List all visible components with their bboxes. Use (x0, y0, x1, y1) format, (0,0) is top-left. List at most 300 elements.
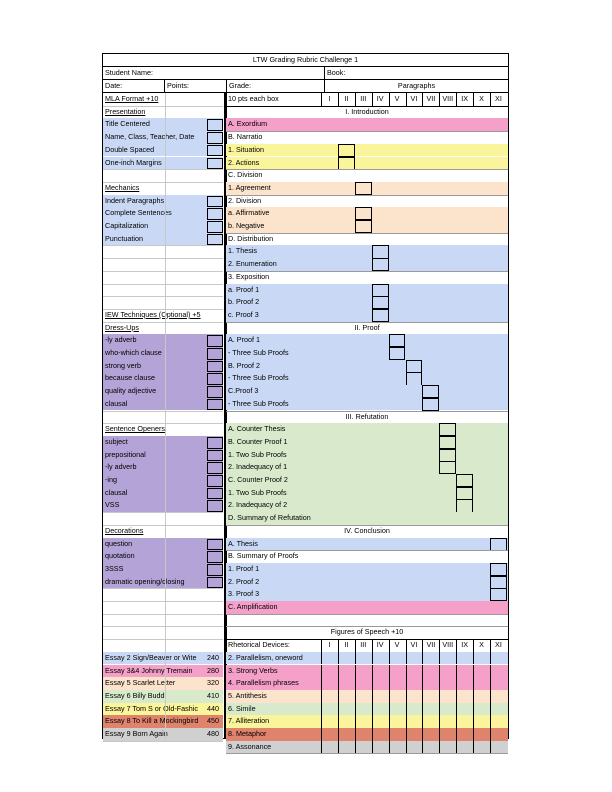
essay-name: Essay 9 Born Again (105, 729, 168, 738)
figure-col-line (355, 703, 356, 716)
left-criterion-label: because clause (105, 373, 155, 383)
figure-col-line (406, 652, 407, 665)
rubric-item-label: D. Distribution (228, 233, 274, 243)
figure-col-line (406, 728, 407, 741)
figure-col-line (490, 741, 491, 754)
paragraph-score-box (372, 296, 389, 309)
paragraph-score-box (422, 398, 439, 411)
figure-col-line (372, 728, 373, 741)
left-section-heading: Mechanics (105, 182, 140, 192)
rubric-item-label: a. Affirmative (228, 208, 270, 218)
numeral-col-line (406, 639, 407, 652)
essay-points: 280 (207, 665, 219, 675)
rubric-item-label: 2. Division (228, 195, 262, 205)
numeral-col-line (490, 93, 491, 106)
paragraphs-label: Paragraphs (397, 81, 436, 90)
left-section-heading: MLA Format +10 (105, 94, 159, 103)
essay-points: 240 (207, 652, 219, 662)
rubric-item-label: 8. Metaphor (228, 729, 267, 738)
rubric-item-label: 2. Inadequacy of 1 (228, 462, 288, 472)
numeral-col-line (490, 639, 491, 652)
paragraph-score-box (439, 423, 456, 436)
paragraph-score-box (439, 436, 456, 449)
rubric-item-label: 3. Exposition (228, 271, 270, 281)
rubric-sheet (102, 53, 509, 751)
numeral-header: IV (376, 94, 384, 103)
figure-col-line (389, 677, 390, 690)
left-score-box (207, 437, 223, 449)
figure-col-line (456, 665, 457, 678)
left-score-box (207, 145, 223, 157)
numeral-header: II (344, 640, 349, 650)
figure-col-line (439, 690, 440, 703)
paragraph-score-box (422, 385, 439, 398)
figure-col-line (456, 741, 457, 754)
figure-col-line (321, 703, 322, 716)
date-points-divider (164, 79, 165, 92)
figure-col-line (456, 652, 457, 665)
numeral-header: VII (426, 640, 436, 650)
left-score-box (207, 564, 223, 576)
figure-col-line (355, 652, 356, 665)
figure-col-line (473, 690, 474, 703)
essay-name: Essay 6 Billy Budd (105, 690, 165, 700)
rubric-item-label: - Three Sub Proofs (228, 348, 289, 357)
figure-col-line (439, 703, 440, 716)
left-row-line (103, 245, 223, 246)
figure-col-line (355, 728, 356, 741)
rubric-item-label: 2. Enumeration (228, 259, 277, 269)
rubric-item-label: B. Summary of Proofs (228, 551, 299, 561)
figure-col-line (456, 703, 457, 716)
figure-col-line (439, 677, 440, 690)
figure-col-line (321, 652, 322, 665)
rubric-item-label: B. Proof 2 (228, 360, 260, 370)
left-criterion-label: clausal (105, 487, 128, 497)
rubric-item-label: 2. Actions (228, 157, 260, 167)
left-criterion-label: quotation (105, 551, 135, 561)
figure-col-line (321, 715, 322, 728)
numeral-col-line (389, 93, 390, 106)
numeral-header: VIII (442, 640, 454, 650)
section-title: II. Proof (354, 322, 380, 332)
figure-col-line (473, 703, 474, 716)
rubric-item-label: B. Narratio (228, 132, 263, 142)
left-criterion-label: quality adjective (105, 386, 157, 396)
numeral-header: XI (495, 94, 502, 103)
left-row-line (103, 512, 223, 513)
left-criterion-label: clausal (105, 398, 128, 408)
numeral-col-line (456, 93, 457, 106)
paragraph-score-box (355, 220, 372, 233)
figure-col-line (321, 728, 322, 741)
paragraph-score-box (372, 258, 389, 271)
rubric-item-label: 3. Proof 3 (228, 589, 260, 599)
numeral-header: X (479, 94, 484, 103)
numeral-col-line (372, 639, 373, 652)
left-section-heading: Sentence Openers (105, 424, 165, 434)
left-score-box (207, 132, 223, 144)
rubric-item-label: b. Proof 2 (228, 297, 260, 307)
figure-col-line (439, 715, 440, 728)
rubric-item-label: - Three Sub Proofs (228, 373, 289, 383)
left-score-box (207, 335, 223, 347)
rubric-item-label: A. Exordium (228, 119, 268, 129)
figure-col-line (372, 741, 373, 754)
numeral-header: V (394, 640, 400, 650)
figure-col-line (389, 715, 390, 728)
left-score-box (207, 373, 223, 385)
rubric-item-label: C. Counter Proof 2 (228, 475, 288, 484)
rubric-item-label: c. Proof 3 (228, 309, 259, 319)
figure-col-line (406, 703, 407, 716)
rubric-item-label: C. Amplification (228, 602, 278, 611)
figure-col-line (389, 652, 390, 665)
rubric-item-label: 1. Two Sub Proofs (228, 487, 287, 497)
figure-col-line (338, 690, 339, 703)
numeral-header: VI (410, 94, 418, 103)
figure-col-line (355, 677, 356, 690)
figure-col-line (338, 652, 339, 665)
essay-name: Essay 2 Sign/Beaver or Wite (105, 652, 197, 662)
essay-points: 440 (207, 703, 219, 713)
left-row-line (103, 169, 223, 170)
paragraph-score-box (372, 309, 389, 322)
rubric-item-label: 3. Strong Verbs (228, 665, 278, 675)
points-grade-divider (226, 79, 227, 92)
rubric-item-label: A. Thesis (228, 538, 258, 548)
figure-col-line (473, 715, 474, 728)
left-row-line (103, 626, 223, 627)
paragraph-score-box (439, 461, 456, 474)
figure-col-line (422, 690, 423, 703)
left-row-line (103, 601, 223, 602)
left-criterion-label: question (105, 538, 133, 548)
paragraph-score-box (389, 347, 406, 360)
paragraph-score-box (389, 334, 406, 347)
left-row-line (103, 296, 223, 297)
left-criterion-label: Indent Paragraphs (105, 195, 165, 205)
figure-col-line (439, 741, 440, 754)
rubric-item-label: 2. Inadequacy of 2 (228, 500, 288, 510)
paragraph-score-box (490, 538, 507, 551)
left-row-line (103, 271, 223, 272)
numeral-header: VII (426, 94, 436, 103)
left-row-line (103, 411, 223, 412)
figure-col-line (372, 652, 373, 665)
left-score-box (207, 208, 223, 220)
figure-col-line (473, 728, 474, 741)
numeral-col-line (456, 639, 457, 652)
rubric-item-label: 2. Parallelism, oneword (228, 652, 303, 662)
essay-points: 320 (207, 678, 219, 688)
numeral-header-label: Rhetorical Devices: (228, 640, 290, 650)
numeral-col-line (355, 639, 356, 652)
left-score-box (207, 450, 223, 462)
left-criterion-label: Name, Class, Teacher, Date (105, 132, 195, 142)
left-score-box (207, 221, 223, 233)
figure-col-line (490, 652, 491, 665)
figure-col-line (389, 703, 390, 716)
figure-col-line (490, 703, 491, 716)
left-section-heading: Dress-Ups (105, 322, 139, 332)
figure-col-line (406, 715, 407, 728)
right-row-line (226, 753, 508, 754)
figure-col-line (372, 690, 373, 703)
figure-col-line (490, 728, 491, 741)
figure-col-line (338, 703, 339, 716)
figure-col-line (372, 715, 373, 728)
figure-col-line (406, 690, 407, 703)
paragraph-score-box (456, 499, 473, 512)
essay-name: Essay 5 Scarlet Letter (105, 678, 176, 688)
figure-col-line (338, 741, 339, 754)
rubric-item-label: - Three Sub Proofs (228, 398, 289, 408)
essay-points: 410 (207, 690, 219, 700)
left-criterion-label: subject (105, 436, 128, 446)
paragraph-score-box (338, 144, 355, 157)
paragraph-score-box (372, 284, 389, 297)
rubric-item-label: 1. Proof 1 (228, 563, 260, 573)
book-label: Book: (327, 68, 346, 77)
left-criterion-label: strong verb (105, 360, 141, 370)
left-inner-divider (165, 93, 166, 741)
left-criterion-label: -ing (105, 475, 117, 484)
left-section-heading: Presentation (105, 106, 146, 116)
left-score-box (207, 500, 223, 512)
figure-col-line (372, 703, 373, 716)
rubric-title: LTW Grading Rubric Challenge 1 (252, 55, 359, 64)
figure-col-line (473, 652, 474, 665)
numeral-col-line (473, 639, 474, 652)
figure-col-line (456, 677, 457, 690)
figure-col-line (355, 690, 356, 703)
figure-col-line (338, 715, 339, 728)
numeral-col-line (389, 639, 390, 652)
left-score-box (207, 577, 223, 589)
rubric-item-label: 1. Situation (228, 144, 264, 154)
numeral-header: I (328, 94, 331, 103)
paragraph-score-box (456, 474, 473, 487)
rubric-item-label: 2. Proof 2 (228, 576, 260, 586)
numeral-col-line (338, 639, 339, 652)
rubric-item-label: C. Division (228, 170, 263, 180)
name-book-divider (324, 66, 325, 79)
figure-col-line (355, 741, 356, 754)
figure-col-line (490, 665, 491, 678)
left-score-box (207, 119, 223, 131)
numeral-header: IX (461, 94, 469, 103)
numeral-header: VI (410, 640, 418, 650)
numeral-col-line (355, 93, 356, 106)
rubric-item-label: 1. Thesis (228, 246, 258, 256)
figure-col-line (406, 665, 407, 678)
left-criterion-label: -ly adverb (105, 462, 137, 472)
paragraph-score-box (338, 157, 355, 170)
numeral-col-line (321, 639, 322, 652)
left-criterion-label: Punctuation (105, 233, 143, 243)
left-criterion-label: -ly adverb (105, 335, 137, 345)
left-score-box (207, 348, 223, 360)
paragraph-score-box (406, 372, 423, 385)
left-criterion-label: Double Spaced (105, 144, 155, 154)
section-title: IV. Conclusion (344, 525, 390, 535)
left-row-line (103, 284, 223, 285)
rubric-item-label: A. Proof 1 (228, 335, 260, 345)
figure-col-line (490, 715, 491, 728)
numeral-header: I (328, 640, 331, 650)
section-title: III. Refutation (345, 411, 389, 421)
left-score-box (207, 462, 223, 474)
figure-col-line (321, 741, 322, 754)
figure-col-line (490, 677, 491, 690)
paragraph-score-box (490, 563, 507, 576)
numeral-col-line (422, 93, 423, 106)
rubric-item-label: 5. Antithesis (228, 690, 267, 700)
essay-name: Essay 3&4 Johnny Tremain (105, 665, 193, 675)
left-row-line (103, 741, 223, 742)
figure-col-line (422, 715, 423, 728)
title-divider (103, 66, 508, 67)
left-score-box (207, 539, 223, 551)
left-criterion-label: One-inch Margins (105, 157, 162, 167)
numeral-col-line (439, 93, 440, 106)
rubric-item-label: a. Proof 1 (228, 284, 260, 294)
figure-col-line (372, 677, 373, 690)
figure-col-line (389, 665, 390, 678)
rubric-item-label: B. Counter Proof 1 (228, 436, 288, 446)
numeral-header: IV (376, 640, 384, 650)
figure-col-line (338, 677, 339, 690)
left-score-box (207, 475, 223, 487)
numeral-col-line (473, 93, 474, 106)
rubric-item-label: 6. Simile (228, 703, 256, 713)
numeral-col-line (439, 639, 440, 652)
numeral-col-line (321, 93, 322, 106)
numeral-col-line (406, 93, 407, 106)
paragraph-score-box (406, 360, 423, 373)
left-criterion-label: dramatic opening/closing (105, 576, 185, 586)
essay-name: Essay 8 To Kill a Mockingbird (105, 716, 199, 726)
figure-col-line (389, 728, 390, 741)
left-row-line (103, 588, 223, 589)
numeral-col-line (422, 639, 423, 652)
left-row-line (103, 614, 223, 615)
figure-col-line (372, 665, 373, 678)
figure-col-line (422, 741, 423, 754)
numeral-col-line (338, 93, 339, 106)
section-title: I. Introduction (345, 106, 389, 116)
figure-col-line (456, 715, 457, 728)
figure-col-line (422, 652, 423, 665)
essay-points: 480 (207, 729, 219, 738)
essay-name: Essay 7 Tom S or Old-Fashic (105, 703, 198, 713)
figure-col-line (422, 677, 423, 690)
rubric-item-label: 9. Assonance (228, 741, 272, 751)
rubric-item-label: 7. Alliteration (228, 716, 270, 726)
rubric-item-label: 1. Agreement (228, 182, 271, 192)
paragraph-score-box (490, 588, 507, 601)
figure-col-line (355, 665, 356, 678)
left-score-box (207, 196, 223, 208)
figure-col-line (439, 652, 440, 665)
figure-col-line (321, 665, 322, 678)
left-criterion-label: Capitalization (105, 221, 149, 230)
rubric-item-label: C.Proof 3 (228, 386, 259, 396)
left-row-line (103, 639, 223, 640)
student-name-label: Student Name: (105, 68, 153, 77)
rubric-item-label: A. Counter Thesis (228, 424, 286, 434)
paragraph-score-box (355, 207, 372, 220)
figure-col-line (422, 703, 423, 716)
left-criterion-label: VSS (105, 500, 120, 510)
essay-points: 450 (207, 716, 219, 726)
right-row-line (226, 614, 508, 615)
left-criterion-label: who-which clause (105, 348, 162, 357)
left-row-line (103, 258, 223, 259)
paragraph-score-box (372, 245, 389, 258)
left-score-box (207, 488, 223, 500)
figure-col-line (321, 690, 322, 703)
figure-col-line (473, 665, 474, 678)
figure-col-line (473, 677, 474, 690)
numeral-col-line (372, 93, 373, 106)
grade-label: Grade: (229, 81, 251, 90)
figure-col-line (456, 690, 457, 703)
figure-col-line (338, 665, 339, 678)
figure-col-line (406, 741, 407, 754)
left-score-box (207, 234, 223, 246)
rubric-item-label: b. Negative (228, 221, 265, 230)
rubric-item-label: D. Summary of Refutation (228, 513, 311, 523)
figure-col-line (355, 715, 356, 728)
figure-col-line (490, 690, 491, 703)
figure-col-line (422, 665, 423, 678)
figure-col-line (422, 728, 423, 741)
grade-para-divider (324, 79, 325, 92)
figure-col-line (439, 665, 440, 678)
paragraph-score-box (439, 449, 456, 462)
left-score-box (207, 386, 223, 398)
numeral-header: III (360, 94, 367, 103)
left-score-box (207, 158, 223, 170)
left-score-box (207, 551, 223, 563)
paragraph-score-box (456, 487, 473, 500)
paragraph-score-box (355, 182, 372, 195)
rubric-item-label: 1. Two Sub Proofs (228, 449, 287, 459)
numeral-header-label: 10 pts each box (228, 94, 279, 103)
numeral-header: IX (461, 640, 469, 650)
left-section-heading: IEW Techniques (Optional) +5 (105, 309, 201, 319)
left-criterion-label: Complete Sentences (105, 208, 172, 218)
date-label: Date: (105, 81, 123, 90)
left-section-heading: Decorations (105, 525, 144, 535)
figure-col-line (338, 728, 339, 741)
figure-col-line (389, 741, 390, 754)
points-label: Points: (167, 81, 189, 90)
rubric-item-label: 4. Parallelism phrases (228, 678, 299, 688)
figure-col-line (389, 690, 390, 703)
numeral-header: II (344, 94, 349, 103)
paragraph-score-box (490, 576, 507, 589)
left-criterion-label: Title Centered (105, 119, 150, 129)
left-score-box (207, 361, 223, 373)
figure-col-line (406, 677, 407, 690)
left-score-box (207, 399, 223, 411)
numeral-header: VIII (442, 94, 454, 103)
left-criterion-label: prepositional (105, 449, 146, 459)
numeral-header: XI (495, 640, 502, 650)
